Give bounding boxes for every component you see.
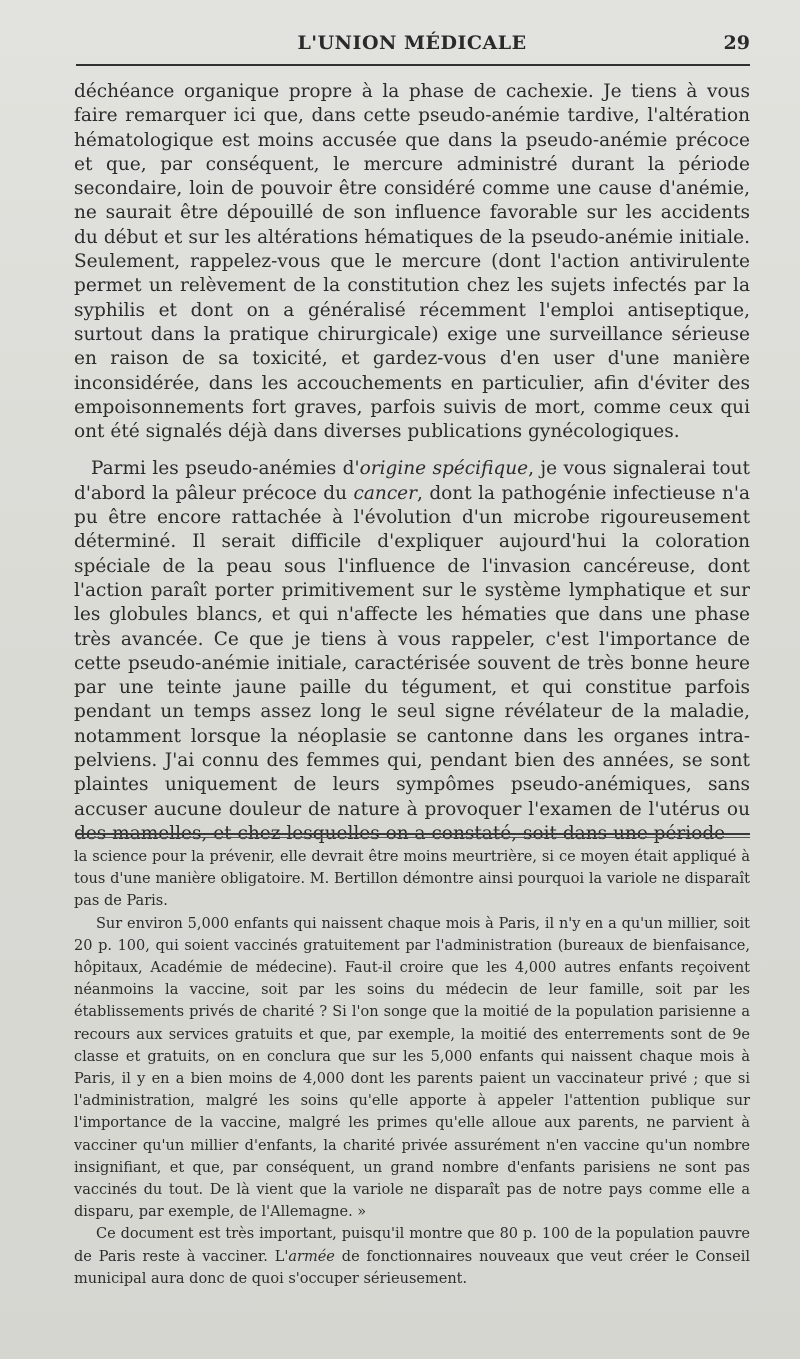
footnote-text: Sur environ 5,000 enfants qui naissent chaque mois à Paris, il n'y en a qu'un millier, soit 20 p. 100, qui soient vaccinés gratuitement par l'administration (bureaux de bienfaisance, hôpitaux, Académie de médecine). Faut-il croire que les 4,000 autres enfants reçoivent néanmoins la vaccine, soit par les soins du médecin de leur famille, soit par les établissements privés de charité ? Si l'on songe que la moitié de la population parisienne a recours aux services gratuits et que, par exemple, la moitié des enterrements sont de 9e classe et gratuits, on en conclura que sur les 5,000 enfants qui naissent chaque mois à Paris, il y en a bien moins de 4,000 dont les parents paient un vaccinateur privé ; que si l'administration, malgré les soins qu'elle apporte à appeler l'attention publique sur l'importance de la vaccine, malgré les primes qu'elle alloue aux parents, ne parvient à vacciner qu'un millier d'enfants, la charité privée assurément n'en vaccine qu'un nombre insignifiant, et que, par conséquent, un grand nombre d'enfants parisiens ne sont pas vaccinés du tout. De là vient que la variole ne disparaît pas de notre pays comme elle a disparu, par exemple, de l'Allemagne. »	[74, 915, 750, 1221]
running-title: L'UNION MÉDICALE	[297, 32, 527, 54]
footnote-paragraph	[74, 1223, 750, 1290]
footnote-paragraph	[74, 913, 750, 1224]
paragraph-cachexie	[74, 80, 750, 444]
running-header	[72, 28, 752, 62]
footnote-text: la science pour la prévenir, elle devrait être moins meurtrière, si ce moyen était appliqué à tous d'une manière obligatoire. M. Bertillon démontre ainsi pourquoi la variole ne disparaît pas de Paris.	[74, 849, 750, 910]
header-rule	[76, 64, 750, 66]
footnote-text: Ce document est très important, puisqu'il montre que 80 p. 100 de la population pauvre de Paris reste à vacciner. L'	[74, 1226, 750, 1265]
paragraph-pseudo-anemies	[74, 457, 750, 846]
italic-term: cancer	[353, 482, 417, 504]
footnotes	[74, 846, 750, 1290]
italic-term: origine spécifique	[359, 458, 529, 480]
footnote-text: de fonctionnaires nouveaux que veut créer le Conseil municipal aura donc de quoi s'occuper sérieusement.	[74, 1248, 750, 1287]
page-number: 29	[723, 32, 750, 54]
paragraph-text: , je vous signalerai tout d'abord la pâleur précoce du	[74, 458, 750, 504]
paragraph-text: , dont la pathogénie infectieuse n'a pu être encore rattachée à l'évolution d'un microbe rigoureusement déterminé. Il serait difficile d'expliquer aujourd'hui la coloration spéciale de la peau sous l'influence de l'invasion cancéreuse, dont l'action paraît porter primitivement sur le système lymphatique et sur les globules blancs, et qui n'affecte les hématies que dans une phase très avancée. Ce que je tiens à vous rappeler, c'est l'importance de cette pseudo-anémie initiale, caractérisée souvent de très bonne heure par une teinte jaune paille du tégument, et qui constitue parfois pendant un temps assez long le seul signe révélateur de la maladie, notamment lorsque la néoplasie se cantonne dans les organes intra-pelviens. J'ai connu des femmes qui, pendant bien des années, se sont plaintes uniquement de leurs sympômes pseudo-anémiques, sans accuser aucune douleur de nature à provoquer l'examen de l'utérus ou des mamelles, et chez lesquelles on a constaté, soit dans une période	[74, 482, 750, 844]
italic-term: armée	[288, 1248, 335, 1265]
paragraph-text: déchéance organique propre à la phase de cachexie. Je tiens à vous faire remarquer ici que, dans cette pseudo-anémie tardive, l'altération hématologique est moins accusée que dans la pseudo-anémie précoce et que, par conséquent, le mercure administré durant la période secondaire, loin de pouvoir être considéré comme une cause d'anémie, ne saurait être dépouillé de son influence favorable sur les accidents du début et sur les altérations hématiques de la pseudo-anémie initiale. Seulement, rappelez-vous que le mercure (dont l'action antivirulente permet un relèvement de la constitution chez les sujets infectés par la syphilis et dont on a généralisé récemment l'emploi antiseptique, surtout dans la pratique chirurgicale) exige une surveillance sérieuse en raison de sa toxicité, et gardez-vous d'en user d'une manière inconsidérée, dans les accouchements en particulier, afin d'éviter des empoisonnements fort graves, parfois suivis de mort, comme ceux qui ont été signalés déjà dans diverses publications gynécologiques.	[74, 81, 750, 443]
main-text	[74, 80, 750, 846]
footnote-continuation	[74, 846, 750, 913]
paragraph-text: Parmi les pseudo-anémies d'	[91, 458, 360, 480]
footnote-separator	[76, 833, 750, 838]
